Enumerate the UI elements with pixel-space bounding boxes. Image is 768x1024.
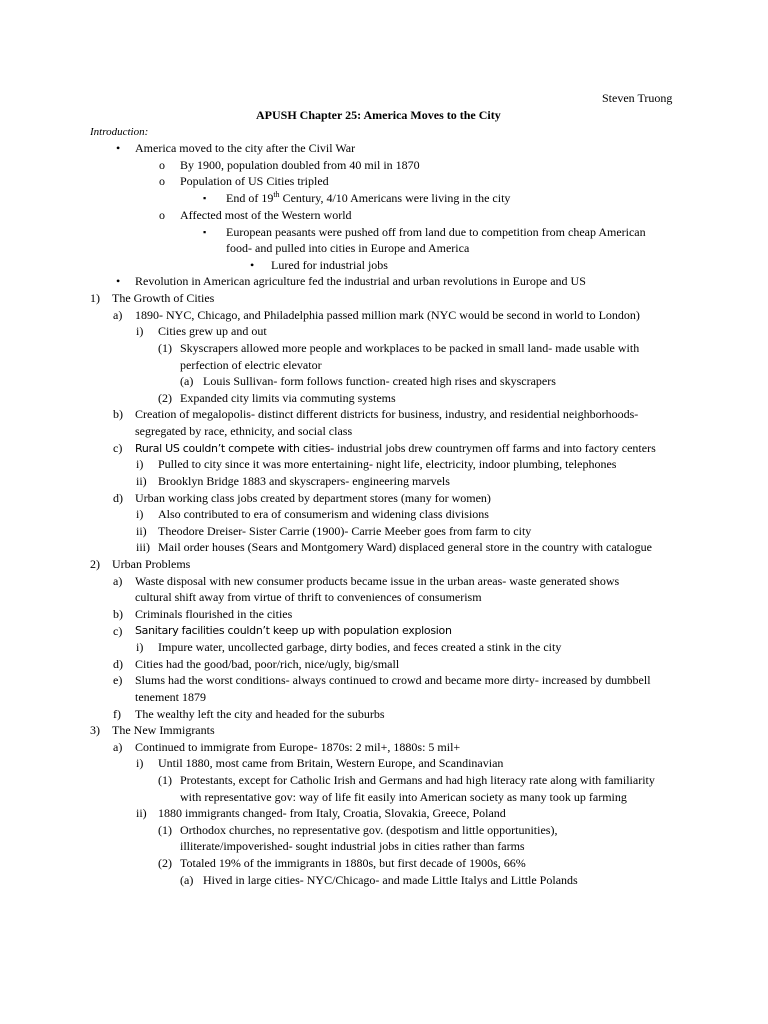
document-page: Steven Truong APUSH Chapter 25: America Moves to the City Introduction: • America moved to the city after the Civil War o By 1900, population doubled from 40 mil in 1870 o Population of US Cities tripled ▪ End of 19th Century, 4/10 Americans were living in the city o Affected most of the Western world ▪ European peasants were pushed off from land due to competition from cheap American food- and pulled into cities in Europe and America • Lured for industrial jobs • Revolution in American agriculture fed the industrial and urban revolutions in Europe and US 1) The Growth of Cities a) 1890- NYC, Chicago, and Philadelphia passed million mark (NYC would be second in world to London) i) Cities grew up and out (1) Skyscrapers allowed more people and workplaces to be packed in small land- made usable with perfection of electric elevator (a) Louis Sullivan- form follows function- created high rises and skyscrapers (2) Expanded city limits via commuting systems b) Creation of megalopolis- distinct different districts for business, industry, and residential neighborhoods- segregated by race, ethnicity, and social class c) Rural US couldn’t compete with cities- industrial jobs drew countrymen off farms and into factory centers i) Pulled to city since it was more entertaining- night life, electricity, indoor plumbing, telephones ii) Brooklyn Bridge 1883 and skyscrapers- engineering marvels d) Urban working class jobs created by department stores (many for women) i) Also contributed to era of consumerism and widening class divisions ii) Theodore Dreiser- Sister Carrie (1900)- Carrie Meeber goes from farm to city iii) Mail order houses (Sears and Montgomery Ward) displaced general store in the country with catalogue 2) Urban Problems a) Waste disposal with new consumer products became issue in the urban areas- waste generated shows cultural shift away from virtue of thrift to conveniences of consumerism b) Criminals flourished in the cities c) Sanitary facilities couldn’t keep up with population explosion i) Impure water, uncollected garbage, dirty bodies, and feces created a stink in the city d) Cities had the good/bad, poor/rich, nice/ugly, big/small e) Slums had the worst conditions- always continued to crowd and became more dirty- increased by dumbbell tenement 1879 f) The wealthy left the city and headed for the suburbs 3) The New Immigrants a) Continued to immigrate from Europe- 1870s: 2 mil+, 1880s: 5 mil+ i) Until 1880, most came from Britain, Western Europe, and Scandinavian (1) Protestants, except for Catholic Irish and Germans and had high literacy rate along with familiarity with representative gov: way of life fit easily into American society as many took up farming ii) 1880 immigrants changed- from Italy, Croatia, Slovakia, Greece, Poland (1) Orthodox churches, no representative gov. (despotism and little opportunities), illiterate/impoverished- sought industrial jobs in cities rather than farms (2) Totaled 19% of the immigrants in 1880s, but first decade of 1900s, 66% (a) Hived in large cities- NYC/Chicago- and made Little Italys and Little Polands [90,91,673,887]
